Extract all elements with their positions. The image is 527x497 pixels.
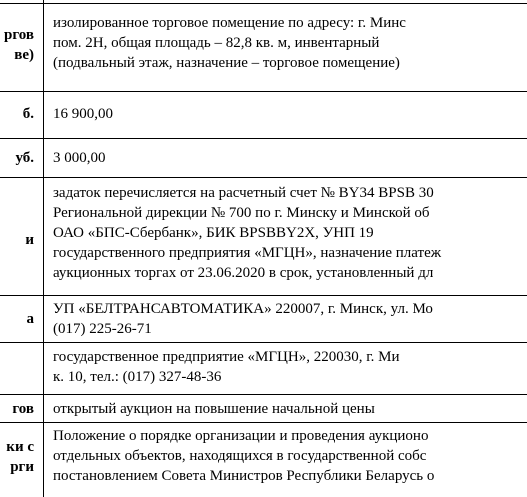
row-value xyxy=(53,183,441,283)
value-line: отдельных объектов, находящихся в государственной собс xyxy=(53,448,427,464)
label-line: ве) xyxy=(14,47,34,63)
label-line: рги xyxy=(10,459,34,475)
row-value xyxy=(53,347,400,387)
value-line: (подвальный этаж, назначение – торговое помещение) xyxy=(53,55,400,71)
label-line: а xyxy=(26,311,34,327)
value-line: задаток перечисляется на расчетный счет № BY34 BPSB 30 xyxy=(53,185,434,201)
row-label xyxy=(12,399,34,419)
value-line: 16 900,00 xyxy=(53,106,113,122)
value-line: к. 10, тел.: (017) 327-48-36 xyxy=(53,369,222,385)
value-line: Положение о порядке организации и проведения аукционо xyxy=(53,428,429,444)
label-line: ргов xyxy=(3,27,34,43)
label-line: гов xyxy=(12,401,34,417)
row-border xyxy=(0,91,527,92)
row-border xyxy=(0,295,527,296)
row-label xyxy=(15,148,34,168)
value-line: (017) 225-26-71 xyxy=(53,321,152,337)
row-border xyxy=(0,3,527,4)
row-label xyxy=(27,309,35,329)
row-value xyxy=(53,13,406,73)
row-border xyxy=(0,342,527,343)
row-label xyxy=(25,230,34,250)
row-label xyxy=(4,25,34,65)
row-label xyxy=(23,104,34,124)
value-line: ОАО «БПС-Сбербанк», БИК BPSBBY2X, УНП 19 xyxy=(53,225,374,241)
value-line: открытый аукцион на повышение начальной цены xyxy=(53,401,375,417)
value-line: государственное предприятие «МГЦН», 220030, г. Ми xyxy=(53,349,400,365)
row-label xyxy=(6,437,34,477)
value-line: изолированное торговое помещение по адресу: г. Минс xyxy=(53,15,406,31)
label-line: б. xyxy=(22,106,34,122)
label-line: и xyxy=(25,232,34,248)
value-line: Региональной дирекции № 700 по г. Минску и Минской об xyxy=(53,205,430,221)
row-border xyxy=(0,138,527,139)
value-line: государственного предприятия «МГЦН», назначение платеж xyxy=(53,245,442,261)
row-value xyxy=(53,426,434,486)
row-value xyxy=(53,148,106,168)
value-line: аукционных торгах от 23.06.2020 в срок, установленный дл xyxy=(53,265,434,281)
row-border xyxy=(0,394,527,395)
row-value xyxy=(53,399,375,419)
value-line: УП «БЕЛТРАНСАВТОМАТИКА» 220007, г. Минск, ул. Мо xyxy=(53,301,433,317)
value-line: 3 000,00 xyxy=(53,150,106,166)
row-border xyxy=(0,177,527,178)
value-line: постановлением Совета Министров Республики Беларусь о xyxy=(53,468,435,484)
row-value xyxy=(53,104,113,124)
row-value xyxy=(53,299,433,339)
row-border xyxy=(0,422,527,423)
label-line: ки с xyxy=(6,439,34,455)
value-line: пом. 2Н, общая площадь – 82,8 кв. м, инвентарный xyxy=(53,35,380,51)
label-line: уб. xyxy=(15,150,34,166)
